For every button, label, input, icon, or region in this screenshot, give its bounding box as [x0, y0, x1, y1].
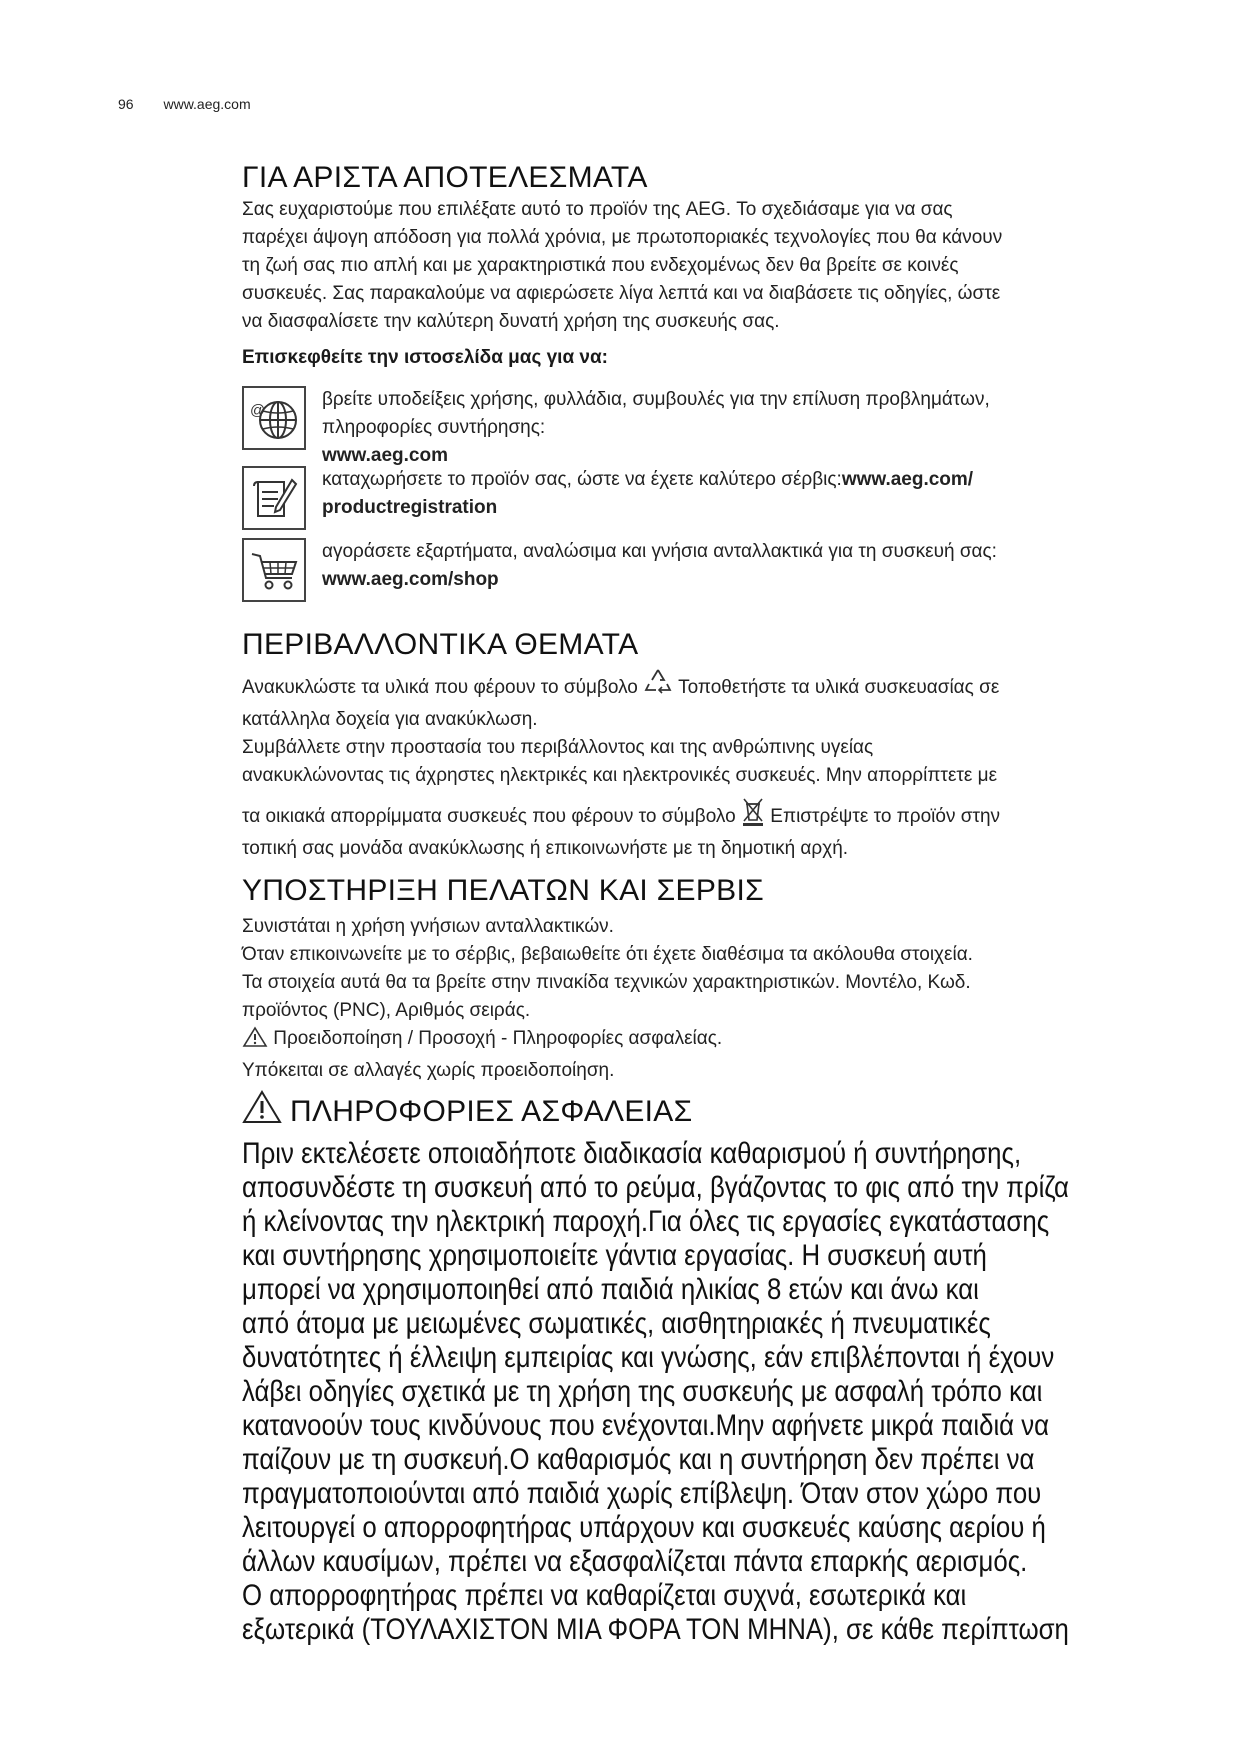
intro-line: παρέχει άψογη απόδοση για πολλά χρόνια, με πρωτοποριακές τεχνολογίες που θα κάνουν [242, 227, 1003, 248]
crossed-bin-icon [741, 796, 765, 835]
register-link-part1[interactable]: www.aeg.com/ [841, 469, 974, 490]
aeg-link[interactable]: www.aeg.com [322, 445, 448, 466]
section-title: ΠΕΡΙΒΑΛΛΟΝΤΙΚΑ ΘΕΜΑΤΑ [242, 628, 639, 661]
link-desc-text: καταχωρήσετε το προϊόν σας, ώστε να έχετε καλύτερο σέρβις: [322, 469, 842, 490]
support-text: Προειδοποίηση / Προσοχή - Πληροφορίες ασφαλείας. [273, 1028, 723, 1049]
safety-line: Πριν εκτελέσετε οποιαδήποτε διαδικασία καθαρισμού ή συντήρησης, [242, 1137, 1022, 1170]
safety-paragraph [242, 1137, 1141, 1647]
section-title: ΥΠΟΣΤΗΡΙΞΗ ΠΕΛΑΤΩΝ ΚΑΙ ΣΕΡΒΙΣ [242, 874, 764, 907]
safety-line: λειτουργεί ο απορροφητήρας υπάρχουν και συσκευές καύσης αερίου ή [242, 1511, 1046, 1544]
svg-text:@: @ [250, 402, 266, 419]
shop-link[interactable]: www.aeg.com/shop [322, 569, 499, 590]
safety-line: δυνατότητες ή έλλειψη εμπειρίας και γνώσης, εάν επιβλέπονται ή έχουν [242, 1341, 1055, 1374]
safety-line: μπορεί να χρησιμοποιηθεί από παιδιά ηλικίας 8 ετών και άνω και [242, 1273, 979, 1306]
support-line: Υπόκειται σε αλλαγές χωρίς προειδοποίηση. [242, 1060, 615, 1081]
register-link-part2[interactable]: productregistration [322, 497, 498, 518]
env-line: Συμβάλλετε στην προστασία του περιβάλλοντος και της ανθρώπινης υγείας [242, 737, 874, 758]
env-text: Επιστρέψτε το προϊόν στην [770, 806, 1001, 827]
intro-line: συσκευές. Σας παρακαλούμε να αφιερώσετε λίγα λεπτά και να διαβάσετε τις οδηγίες, ώστε [242, 283, 1001, 304]
safety-line: κατανοούν τους κινδύνους που ενέχονται.Μην αφήνετε μικρά παιδιά να [242, 1409, 1050, 1442]
env-line: ανακυκλώνοντας τις άχρηστες ηλεκτρικές και ηλεκτρονικές συσκευές. Μην απορρίπτετε με [242, 765, 998, 786]
intro-paragraph [242, 196, 1142, 336]
safety-line: πραγματοποιούνται από παιδιά χωρίς επίβλεψη. Όταν στον χώρο που [242, 1477, 1042, 1510]
support-line [242, 1025, 1142, 1057]
env-line [242, 796, 1142, 835]
safety-line: και συντήρησης χρησιμοποιείτε γάντια εργασίας. Η συσκευή αυτή [242, 1239, 987, 1272]
env-line: τοπική σας μονάδα ανακύκλωσης ή επικοινωνήστε με τη δημοτική αρχή. [242, 838, 849, 859]
support-line: Όταν επικοινωνείτε με το σέρβις, βεβαιωθείτε ότι έχετε διαθέσιμα τα ακόλουθα στοιχεία. [242, 944, 973, 965]
link-desc: αγοράσετε εξαρτήματα, αναλώσιμα και γνήσια ανταλλακτικά για τη συσκευή σας: [322, 541, 997, 562]
section-title: ΠΛΗΡΟΦΟΡΙΕΣ ΑΣΦΑΛΕΙΑΣ [290, 1094, 693, 1128]
env-text: Ανακυκλώστε τα υλικά που φέρουν το σύμβολο [242, 677, 638, 698]
env-line [242, 667, 1142, 706]
section-environment [242, 627, 1142, 863]
env-line: κατάλληλα δοχεία για ανακύκλωση. [242, 709, 538, 730]
safety-line: παίζουν με τη συσκευή.Ο καθαρισμός και η συντήρηση δεν πρέπει να [242, 1443, 1035, 1476]
link-text [322, 538, 1142, 594]
intro-line: να διασφαλίσετε την καλύτερη δυνατή χρήση της συσκευής σας. [242, 311, 780, 332]
support-line: Τα στοιχεία αυτά θα τα βρείτε στην πινακίδα τεχνικών χαρακτηριστικών. Μοντέλο, Κωδ. [242, 972, 971, 993]
safety-line: Ο απορροφητήρας πρέπει να καθαρίζεται συχνά, εσωτερικά και [242, 1579, 967, 1612]
safety-line: λάβει οδηγίες σχετικά με τη χρήση της συσκευής με ασφαλή τρόπο και [242, 1375, 1043, 1408]
safety-line: ή κλείνοντας την ηλεκτρική παροχή.Για όλες τις εργασίες εγκατάστασης [242, 1205, 1050, 1238]
section-best-results [242, 160, 1142, 372]
link-text [322, 386, 1142, 470]
support-line: προϊόντος (PNC), Αριθμός σειράς. [242, 1000, 531, 1021]
safety-line: άλλων καυσίμων, πρέπει να εξασφαλίζεται πάντα επαρκής αερισμός. [242, 1545, 1028, 1578]
safety-line: από άτομα με μειωμένες σωματικές, αισθητηριακές ή πνευματικές [242, 1307, 991, 1340]
page-number: 96 [118, 96, 134, 112]
env-text: τα οικιακά απορρίμματα συσκευές που φέρουν το σύμβολο [242, 806, 736, 827]
section-title: ΓΙΑ ΑΡΙΣΤΑ ΑΠΟΤΕΛΕΣΜΑΤΑ [242, 161, 648, 194]
recycle-icon [643, 667, 673, 706]
environment-paragraph [242, 667, 1142, 863]
page-header [118, 96, 251, 112]
support-line: Συνιστάται η χρήση γνήσιων ανταλλακτικών. [242, 916, 614, 937]
link-text [322, 466, 1142, 522]
warning-icon [242, 1090, 282, 1133]
section-title-row [242, 1090, 1241, 1133]
link-desc [322, 466, 1142, 494]
env-text: Τοποθετήστε τα υλικά συσκευασίας σε [678, 677, 1000, 698]
link-desc: βρείτε υποδείξεις χρήσης, φυλλάδια, συμβουλές για την επίλυση προβλημάτων, [322, 389, 990, 410]
safety-line: εξωτερικά (ΤΟΥΛΑΧΙΣΤΟΝ ΜΙΑ ΦΟΡΑ ΤΟΝ ΜΗΝΑ), σε κάθε περίπτωση [242, 1613, 1069, 1646]
shopping-cart-icon [242, 538, 306, 602]
link-desc: πληροφορίες συντήρησης: [322, 417, 546, 438]
globe-at-icon [242, 386, 306, 450]
safety-line: αποσυνδέστε τη συσκευή από το ρεύμα, βγάζοντας το φις από την πρίζα [242, 1171, 1069, 1204]
section-safety [242, 1090, 1241, 1647]
intro-line: Σας ευχαριστούμε που επιλέξατε αυτό το προϊόν της AEG. Το σχεδιάσαμε για να σας [242, 199, 953, 220]
warning-icon [242, 1026, 268, 1057]
register-pen-icon [242, 466, 306, 530]
visit-label: Επισκεφθείτε την ιστοσελίδα μας για να: [242, 347, 608, 368]
intro-line: τη ζωή σας πιο απλή και με χαρακτηριστικά που ενδεχομένως δεν θα βρείτε σε κοινές [242, 255, 959, 276]
support-paragraph [242, 913, 1142, 1085]
section-support [242, 873, 1142, 1085]
site-url[interactable]: www.aeg.com [163, 96, 251, 112]
